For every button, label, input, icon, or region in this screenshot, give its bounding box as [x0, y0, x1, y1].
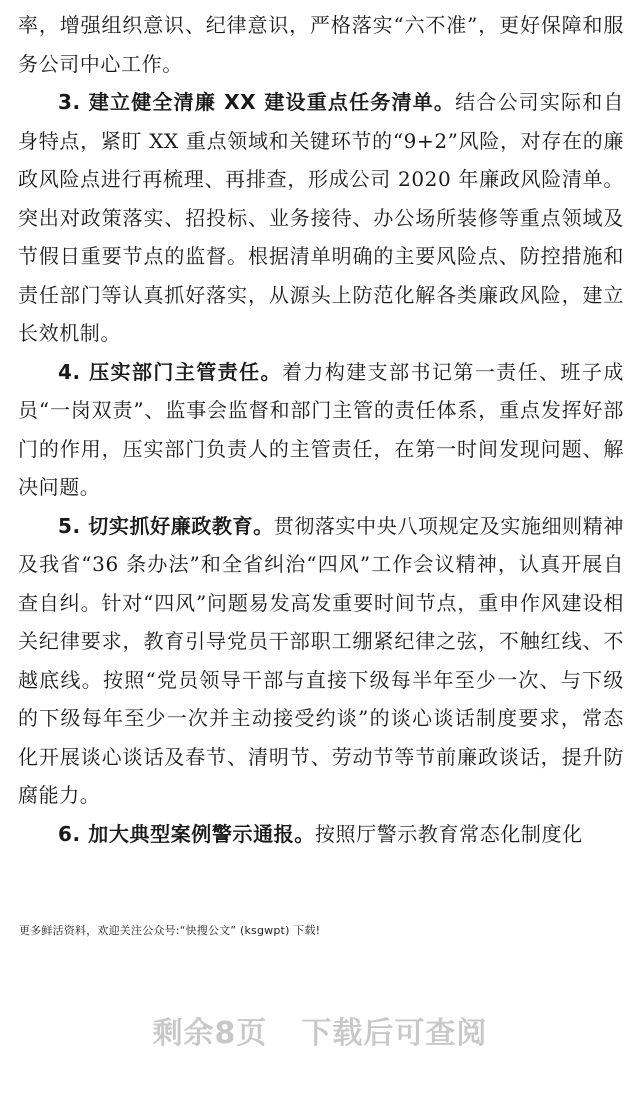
- paragraph-heading: 6. 加大典型案例警示通报。: [58, 821, 315, 846]
- paragraph-heading: 5. 切实抓好廉政教育。: [58, 513, 274, 538]
- paragraph-text: 贯彻落实中央八项规定及实施细则精神及我省“36 条办法”和全省纠治“四风”工作会议精神，认真开展自查自纠。针对“四风”问题易发高发重要时间节点，重申作风建设相关纪律要求，教育引导党员干部职工绷紧纪律之弦，不触红线、不越底线。按照“党员领导干部与直接下级每半年至少一次、与下级的下级每年至少一次并主动接受约谈”的谈心谈话制度要求，常态化开展谈心谈话及春节、清明节、劳动节等节前廉政谈话，提升防腐能力。: [18, 513, 624, 807]
- download-to-view-label: 下载后可查阅: [301, 1016, 488, 1051]
- remaining-pages-label: 剩余8页: [152, 1016, 268, 1051]
- footer-promo-note: 更多鲜活资料，欢迎关注公众号:“快搜公文” (ksgwpt) 下载!: [19, 924, 321, 937]
- paragraph-text: 着力构建支部书记第一责任、班子成员“一岗双责”、监事会监督和部门主管的责任体系，重点发挥好部门的作用，压实部门负责人的主管责任，在第一时间发现问题、解决问题。: [18, 359, 624, 499]
- paragraph-item-3: [18, 83, 624, 353]
- paragraph-item-6: [18, 815, 624, 854]
- paragraph-text: 结合公司实际和自身特点，紧盯 XX 重点领域和关键环节的“9+2”风险，对存在的廉政风险点进行再梳理、再排查，形成公司 2020 年廉政风险清单。突出对政策落实、招投标、业务接待、办公场所装修等重点领域及节假日重要节点的监督。根据清单明确的主要风险点、防控措施和责任部门等认真抓好落实，从源头上防范化解各类廉政风险，建立长效机制。: [18, 90, 624, 345]
- remaining-pages-banner[interactable]: [0, 1008, 640, 1052]
- document-body: [18, 6, 624, 853]
- paragraph-item-4: [18, 353, 624, 507]
- paragraph-text: 按照厅警示教育常态化制度化: [314, 821, 583, 846]
- paragraph-item-5: [18, 507, 624, 815]
- paragraph-continuation: [18, 6, 624, 83]
- paragraph-text: 率，增强组织意识、纪律意识，严格落实“六不准”，更好保障和服务公司中心工作。: [18, 13, 624, 76]
- paragraph-heading: 3. 建立健全清廉 XX 建设重点任务清单。: [58, 90, 456, 114]
- paragraph-heading: 4. 压实部门主管责任。: [58, 359, 282, 384]
